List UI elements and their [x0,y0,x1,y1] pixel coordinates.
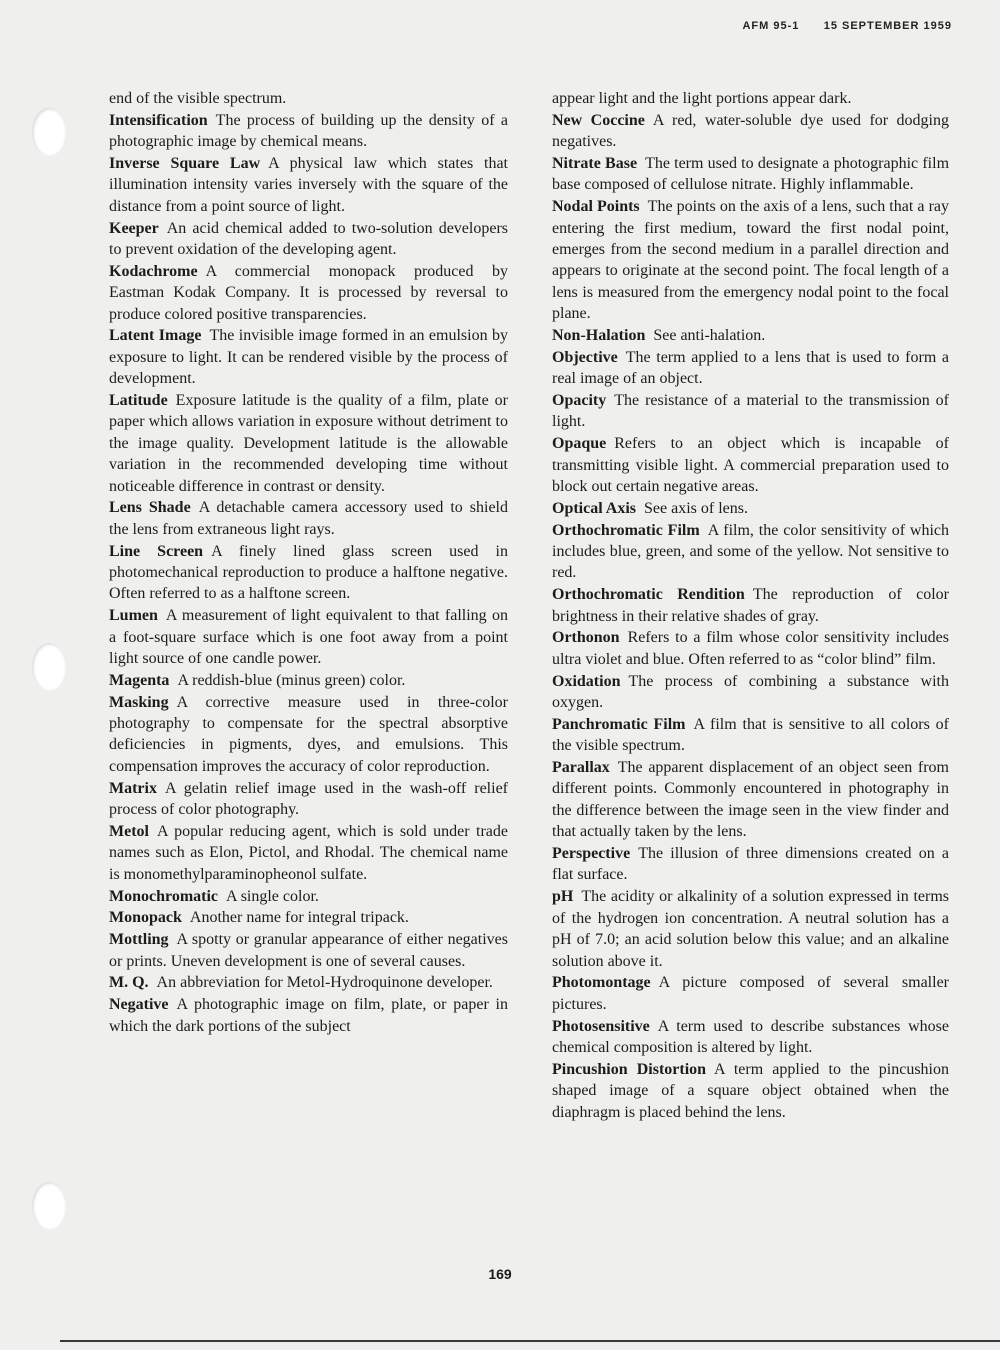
glossary-definition: A gelatin relief image used in the wash-off relief process of color photography. [109,779,508,819]
glossary-definition: A photographic image on film, plate, or paper in which the dark portions of the subject [109,996,508,1035]
glossary-entry [109,821,508,885]
glossary-term: Line Screen [109,542,204,560]
glossary-definition: Refers to a film whose color sensitivity includes ultra violet and blue. Often referred to as “color blind” film. [552,629,949,668]
glossary-definition: A finely lined glass screen used in photomechanical reproduction to produce a halftone negative. Often referred to as a halftone screen. [109,542,509,603]
glossary-definition: The term used to designate a photographic film base composed of cellulose nitrate. Highly inflammable. [552,155,950,194]
glossary-entry [552,153,949,196]
glossary-entry [109,886,508,907]
glossary-definition: The term applied to a lens that is used to form a real image of an object. [552,348,949,388]
glossary-term: Nodal Points [552,198,640,216]
glossary-term: Photomontage [552,974,651,992]
glossary-entry [552,627,949,670]
glossary-definition: A reddish-blue (minus green) color. [177,671,406,689]
glossary-term: Orthochromatic Rendition [552,586,745,604]
glossary-definition: A term applied to the pincushion shaped image of a square object obtained when the diaphragm is placed behind the lens. [552,1060,949,1121]
glossary-entry [109,994,508,1037]
glossary-definition: See anti-halation. [653,327,766,345]
glossary-term: Magenta [109,671,170,689]
glossary-term: Nitrate Base [552,155,638,172]
page-number: 169 [488,1266,512,1282]
header-date: 15 SEPTEMBER 1959 [823,20,952,32]
binder-hole [32,643,66,691]
glossary-entry [552,972,949,1015]
glossary-term: Lens Shade [109,499,191,517]
glossary-definition: An acid chemical added to two-solution developers to prevent oxidation of the developing agent. [109,219,508,259]
glossary-term: Latitude [109,392,168,410]
glossary-entry [552,886,949,972]
glossary-definition: A picture composed of several smaller pictures. [552,974,949,1013]
glossary-term: Orthochromatic Film [552,521,700,539]
glossary-term: Kodachrome [109,262,198,280]
glossary-term: Opacity [552,392,607,410]
glossary-term: Panchromatic Film [552,715,686,733]
glossary-entry [552,584,949,627]
continued-text: appear light and the light portions appear dark. [552,90,852,107]
glossary-entry [109,110,508,153]
glossary-entry [552,196,949,324]
glossary-term: Latent Image [109,327,202,345]
glossary-entry [109,541,508,605]
glossary-term: Intensification [109,111,208,129]
glossary-entry [552,714,949,757]
glossary-entry [109,929,508,972]
glossary-entry [552,520,949,584]
glossary-entry [552,843,949,886]
glossary-definition: A film that is sensitive to all colors of the visible spectrum. [552,715,949,755]
glossary-entry [109,670,508,691]
glossary-term: Parallax [552,759,610,777]
glossary-term: Optical Axis [552,499,637,517]
glossary-term: New Coccine [552,111,645,129]
glossary-definition: A commercial monopack produced by Eastman Kodak Company. It is processed by reversal to produce colored positive transparencies. [109,262,508,323]
glossary-entry [552,433,949,497]
glossary-term: Orthonon [552,629,620,647]
glossary-term: Inverse Square Law [109,155,261,172]
header-doc-id: AFM 95-1 [742,20,800,32]
glossary-term: Mottling [109,931,169,949]
glossary-definition: A red, water-soluble dye used for dodging negatives. [552,111,949,151]
glossary-term: Oxidation [552,672,621,690]
glossary-entry [109,605,508,669]
glossary-term: Keeper [109,219,159,237]
binder-hole [32,108,66,156]
glossary-definition: A measurement of light equivalent to that falling on a foot-square surface which is one foot away from a point light source of one candle power. [109,607,508,668]
glossary-entry [552,757,949,843]
glossary-entry [552,671,949,714]
glossary-entry [109,261,508,325]
glossary-definition: A detachable camera accessory used to shield the lens from extraneous light rays. [109,499,508,538]
glossary-entry [552,347,949,390]
glossary-definition: A term used to describe substances whose chemical composition is altered by light. [552,1017,949,1056]
glossary-entry [552,498,949,519]
glossary-definition: A spotty or granular appearance of either negatives or prints. Uneven development is one of several causes. [109,931,508,970]
glossary-definition: The apparent displacement of an object seen from different points. Commonly encountered in photography in the difference between the image seen in the view finder and that actually taken by the lens. [552,759,949,841]
glossary-definition: A single color. [226,887,319,905]
glossary-term: Matrix [109,779,157,797]
glossary-entry [552,390,949,433]
glossary-term: Lumen [109,607,158,625]
glossary-definition: The illusion of three dimensions created on a flat surface. [552,845,949,884]
glossary-entry [109,972,508,993]
glossary-definition: A corrective measure used in three-color photography to compensate for the spectral absorptive deficiencies in pigments, dyes, and emulsions. This compensation improves the accuracy of color reproduction. [109,693,508,775]
glossary-entry [552,1016,949,1059]
page-edge-shadow [60,1340,1000,1342]
glossary-term: Opaque [552,435,607,453]
glossary-entry [109,218,508,261]
glossary-term: Monopack [109,909,182,927]
glossary-definition: The resistance of a material to the transmission of light. [552,392,949,431]
glossary-definition: An abbreviation for Metol-Hydroquinone developer. [156,974,493,992]
glossary-definition: The points on the axis of a lens, such that a ray entering the first medium, toward the first nodal point, emerges from the second medium in a parallel direction and appears to originate at the second point. The focal length of a lens is measured from the emergency nodal point to the focal plane. [552,198,949,323]
glossary-term: Masking [109,693,169,711]
glossary-term: Monochromatic [109,887,219,905]
glossary-entry [552,325,949,346]
left-column [109,88,508,1037]
glossary-definition: The process of building up the density of a photographic image by chemical means. [109,111,508,151]
glossary-entry [109,907,508,928]
glossary-definition: See axis of lens. [644,499,748,517]
continued-text: end of the visible spectrum. [109,90,287,107]
glossary-entry [552,110,949,153]
binder-hole [32,1182,66,1230]
running-header [742,20,952,32]
glossary-entry [109,325,508,389]
glossary-term: M. Q. [109,974,149,992]
glossary-term: Non-Halation [552,327,646,345]
glossary-term: Photosensitive [552,1017,650,1035]
glossary-term: pH [552,888,574,906]
glossary-definition: The invisible image formed in an emulsion by exposure to light. It can be rendered visible by the process of development. [109,327,509,388]
glossary-definition: Exposure latitude is the quality of a film, plate or paper which allows variation in exposure without detriment to the image quality. Development latitude is the allowable variation in the recommended developing time without noticeable difference in contrast or density. [109,392,508,495]
glossary-entry [109,390,508,497]
glossary-entry [109,497,508,540]
glossary-entry [109,692,508,778]
glossary-entry [109,153,508,217]
glossary-definition: The reproduction of color brightness in their relative shades of gray. [552,586,949,625]
glossary-term: Pincushion Distortion [552,1060,707,1078]
glossary-term: Negative [109,996,169,1014]
glossary-definition: A film, the color sensitivity of which includes blue, green, and some of the yellow. Not sensitive to red. [552,521,950,582]
glossary-definition: A popular reducing agent, which is sold under trade names such as Elon, Pictol, and Rhodal. The chemical name is monomethylparaminopheonol sulfate. [109,822,508,883]
glossary-definition: Refers to an object which is incapable of transmitting visible light. A commercial preparation used to block out certain negative areas. [552,435,949,496]
glossary-definition: Another name for integral tripack. [189,909,409,927]
glossary-entry [109,778,508,821]
right-column [552,88,949,1123]
glossary-term: Perspective [552,845,631,863]
glossary-term: Objective [552,348,618,366]
glossary-definition: The process of combining a substance with oxygen. [552,672,949,712]
glossary-definition: A physical law which states that illumination intensity varies inversely with the square of the distance from a point source of light. [109,155,508,215]
glossary-entry [552,1059,949,1123]
glossary-term: Metol [109,822,149,840]
glossary-definition: The acidity or alkalinity of a solution expressed in terms of the hydrogen ion concentration. A neutral solution has a pH of 7.0; an acid solution below this value; and an alkaline solution above it. [552,888,949,970]
